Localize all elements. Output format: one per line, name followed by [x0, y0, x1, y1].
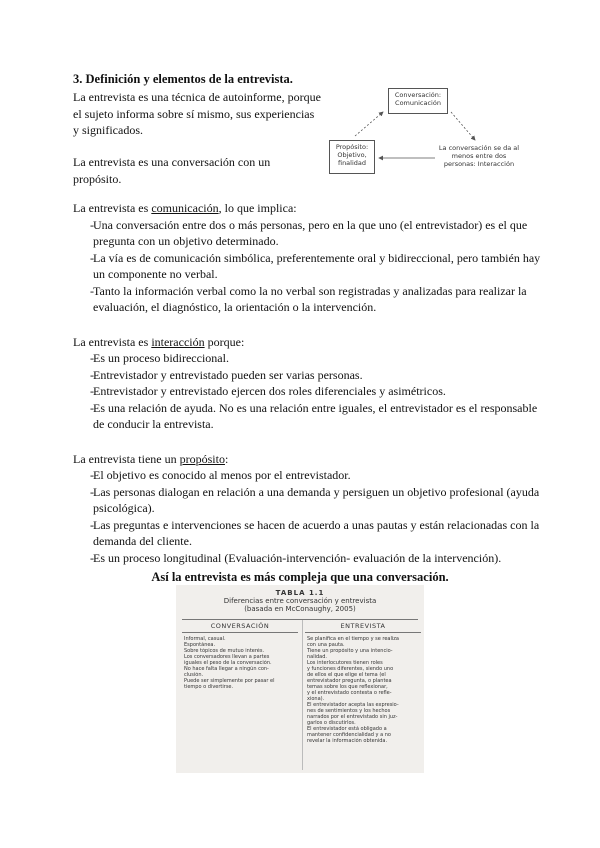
- section-tail: :: [224, 451, 229, 466]
- section-keyword: interacción: [151, 334, 205, 349]
- table-cell-line: entrevistador pregunta, o plantea: [307, 678, 392, 684]
- sections: [73, 200, 543, 584]
- section-interaction: [73, 334, 543, 433]
- list-item: - El objetivo es conocido al menos por el entrevistador.: [73, 467, 543, 484]
- section-intro: [73, 334, 543, 351]
- section-heading: 3. Definición y elementos de la entrevista.: [73, 72, 293, 86]
- table-cell-line: y el entrevistado contesta o refle-: [307, 690, 392, 696]
- table-cell-line: garlos o discutirlos.: [307, 720, 356, 726]
- arrow-conversation-to-interaction: [451, 112, 475, 140]
- table-cell-line: Los conversadores llevan a partes: [184, 654, 270, 660]
- table-cell-line: de ellos el que elige el tema (el: [307, 672, 386, 678]
- interview-diagram: [325, 80, 535, 180]
- list-item: - Entrevistador y entrevistado pueden ser varias personas.: [73, 367, 543, 384]
- list-item: - Tanto la información verbal como la no verbal son registradas y analizadas para realizar la evaluación, el diagnóstico, la orientación o la intervención.: [73, 283, 543, 316]
- table-cell-line: Sobre tópicos de mutuo interés.: [184, 648, 265, 654]
- bullet-list: [73, 350, 543, 433]
- table-header-conversation: CONVERSACIÓN: [182, 620, 298, 633]
- table-cell-line: El entrevistador acepta las expresio-: [307, 702, 399, 708]
- section-purpose: [73, 451, 543, 567]
- table-cell-line: No hace falta llegar a ningún con-: [184, 666, 269, 672]
- table-cell-line: Los interlocutores tienen roles: [307, 660, 383, 666]
- table-title: TABLA 1.1: [275, 589, 325, 597]
- table-cell-line: Puede ser simplemente por pasar el: [184, 678, 275, 684]
- list-item: - Entrevistador y entrevistado ejercen dos roles diferenciales y asimétricos.: [73, 383, 543, 400]
- section-tail: , lo que implica:: [218, 201, 297, 215]
- list-item: - Una conversación entre dos o más personas, pero en la que uno (el entrevistador) es el que pregunta con un objetivo determinado.: [73, 217, 543, 250]
- bullet-list: [73, 467, 543, 566]
- diagram-box-conversation: Conversación: Comunicación: [388, 88, 448, 114]
- table-cell-line: temas sobre los que reflexionar,: [307, 684, 388, 690]
- summary-heading: Así la entrevista es más compleja que una conversación.: [151, 570, 449, 584]
- table-cell-line: con una pauta.: [307, 642, 345, 648]
- table-body-conversation: [182, 633, 298, 693]
- section-tail: porque:: [204, 334, 245, 349]
- comparison-table-image: [176, 585, 424, 773]
- table-body-interview: [305, 633, 421, 747]
- bullet-list: [73, 217, 543, 316]
- table-cell-line: Se planifica en el tiempo y se realiza: [307, 636, 399, 642]
- table-cell-line: xiona).: [307, 696, 325, 702]
- diagram-box-interaction: La conversación se da al menos entre dos personas: Interacción: [438, 144, 520, 168]
- table-cell-line: Informal, casual.: [184, 636, 226, 642]
- table-cell-line: mantener confidencialidad y a no: [307, 732, 391, 738]
- table-cell-line: narrados por el entrevistado sin juz-: [307, 714, 398, 720]
- table-cell-line: Espontánea.: [184, 642, 216, 648]
- list-item: - Es una relación de ayuda. No es una relación entre iguales, el entrevistador es el responsable de conducir la entrevista.: [73, 400, 543, 433]
- section-lead: La entrevista es: [73, 201, 152, 215]
- table-column-interview: [302, 620, 421, 770]
- list-item: - Es un proceso longitudinal (Evaluación-intervención- evaluación de la intervención).: [73, 550, 543, 567]
- table-cell-line: nalidad.: [307, 654, 328, 660]
- section-lead: La entrevista es: [73, 334, 152, 349]
- table-cell-line: tiempo o divertirse.: [184, 684, 234, 690]
- section-keyword: propósito: [179, 451, 225, 466]
- table-cell-line: revelar la información obtenida.: [307, 738, 388, 744]
- table-cell-line: iguales el peso de la conversación.: [184, 660, 272, 666]
- section-intro: [73, 451, 543, 468]
- list-item: - Es un proceso bidireccional.: [73, 350, 543, 367]
- intro-paragraph-2: La entrevista es una conversación con un propósito.: [73, 155, 271, 186]
- table-column-conversation: [182, 620, 298, 770]
- table-header-interview: ENTREVISTA: [305, 620, 421, 633]
- section-communication: [73, 200, 543, 316]
- list-item: - Las preguntas e intervenciones se hacen de acuerdo a unas pautas y están relacionadas con la demanda del cliente.: [73, 517, 543, 550]
- arrow-purpose-to-conversation: [355, 112, 383, 136]
- table-cell-line: clusión.: [184, 672, 204, 678]
- table-cell-line: Tiene un propósito y una intencio-: [307, 648, 393, 654]
- table-source: (basada en McConaughy, 2005): [244, 605, 356, 613]
- section-keyword: comunicación: [151, 201, 219, 215]
- table-cell-line: y funciones diferentes, siendo uno: [307, 666, 394, 672]
- table-cell-line: El entrevistador está obligado a: [307, 726, 387, 732]
- section-lead: La entrevista tiene un: [73, 451, 180, 466]
- section-intro: [73, 200, 543, 217]
- table-columns: [182, 619, 418, 770]
- table-cell-line: nes de sentimientos y los hechos: [307, 708, 391, 714]
- list-item: - Las personas dialogan en relación a una demanda y persiguen un objetivo profesional (ayuda psicológica).: [73, 484, 543, 517]
- intro-paragraph: La entrevista es una técnica de autoinforme, porque el sujeto informa sobre sí mismo, sus experiencias y significados.: [73, 90, 321, 137]
- diagram-box-purpose: Propósito: Objetivo, finalidad: [329, 140, 375, 174]
- list-item: - La vía es de comunicación simbólica, preferentemente oral y bidireccional, pero también hay un componente no verbal.: [73, 250, 543, 283]
- table-subtitle: Diferencias entre conversación y entrevista: [223, 597, 377, 605]
